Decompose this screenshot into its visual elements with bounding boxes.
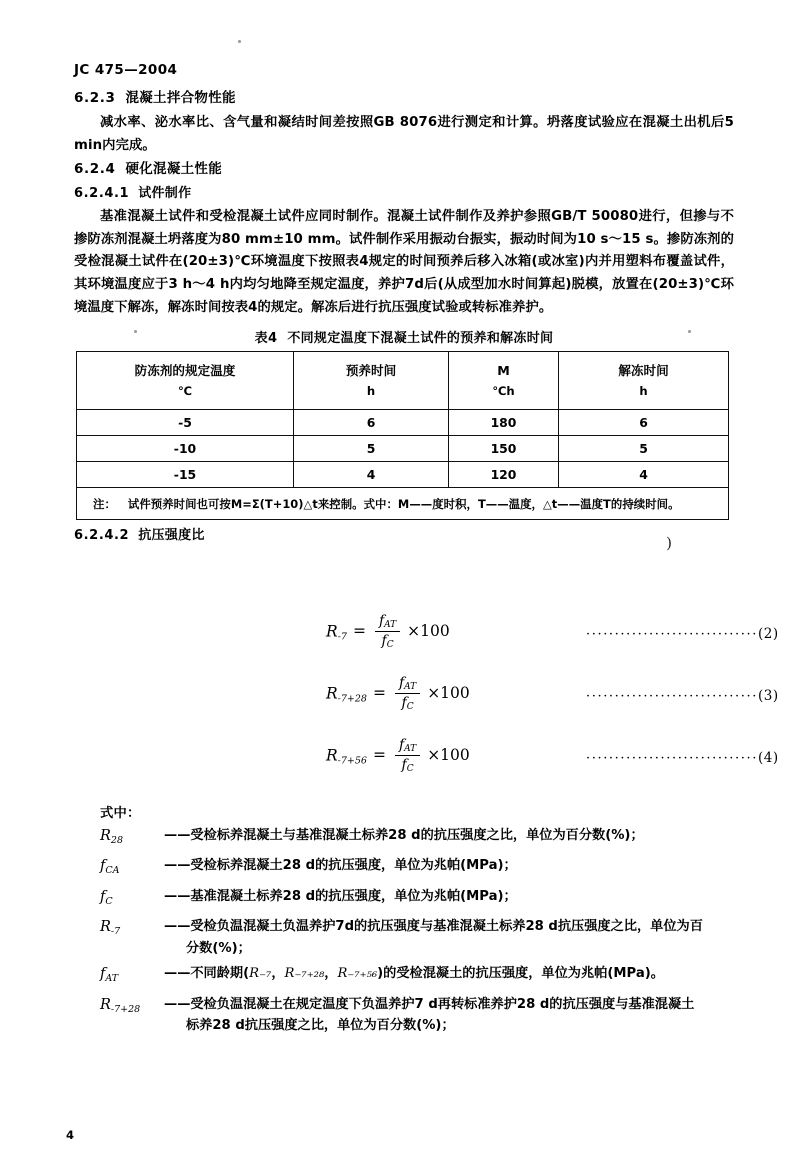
table4-header-row xyxy=(77,352,729,410)
paragraph-6-2-3: 减水率、泌水率比、含气量和凝结时间差按照GB 8076进行测定和计算。坍落度试验应在混凝土出机后5 min内完成。 xyxy=(74,115,734,153)
fraction-denominator: f xyxy=(401,756,407,773)
definition-text-line1: ——受检负温混凝土在规定温度下负温养护7 d再转标准养护28 d的抗压强度与基准混凝土 xyxy=(164,996,695,1012)
symbol-base: f xyxy=(100,966,106,983)
table4 xyxy=(76,351,729,520)
equation-4: $R_{-7+56}$ = $\frac{f_{AT}}{f_C}$ ×100 xyxy=(326,736,470,774)
clause-6-2-3-number: 6.2.3 xyxy=(74,90,116,106)
leader-dots: ······························ xyxy=(586,750,758,766)
fraction-numerator: f xyxy=(398,674,405,691)
equation-label: (4) xyxy=(757,749,779,766)
definition-item xyxy=(100,963,734,990)
definition-item xyxy=(100,886,734,913)
clause-6-2-4 xyxy=(74,159,734,179)
table4-head xyxy=(77,352,729,410)
clause-6-2-4-1-number: 6.2.4.1 xyxy=(74,185,130,201)
equation-lhs-sub: -7+28 xyxy=(337,693,367,705)
definition-symbol xyxy=(100,916,164,959)
stray-mark: ) xyxy=(666,533,672,552)
table-row xyxy=(77,436,729,462)
symbol-base: f xyxy=(100,888,106,905)
definition-text: ——基准混凝土标养28 d的抗压强度，单位为兆帕(MPa)； xyxy=(164,888,517,904)
formula-row-3 xyxy=(74,670,779,732)
equation-number-3 xyxy=(586,688,779,704)
clause-6-2-3-title: 混凝土拌合物性能 xyxy=(125,90,236,106)
equation-3: $R_{-7+28}$ = $\frac{f_{AT}}{f_C}$ ×100 xyxy=(326,674,470,712)
table4-header-title: 防冻剂的规定温度 xyxy=(134,363,236,379)
symbol-sub: AT xyxy=(105,973,119,985)
table4-header-cell xyxy=(559,352,729,410)
definition-text: ——不同龄期(R₋₇，R₋₇₊₂₈，R₋₇₊₅₆)的受检混凝土的抗压强度，单位为兆帕(MPa)。 xyxy=(164,966,664,982)
table4-header-title: M xyxy=(497,363,510,379)
table4-cell: 6 xyxy=(559,410,729,436)
equation-fraction xyxy=(395,675,420,712)
definition-item xyxy=(100,855,734,882)
table4-header-unit: h xyxy=(639,383,648,398)
symbol-base: R xyxy=(100,996,111,1013)
table4-cell: 6 xyxy=(294,410,449,436)
definition-item xyxy=(100,916,734,959)
fraction-numerator-sub: AT xyxy=(404,743,417,754)
clause-6-2-4-2 xyxy=(74,526,734,546)
table4-note-row xyxy=(77,488,729,520)
table4-caption-number: 表4 xyxy=(254,331,278,347)
symbol-base: R xyxy=(100,919,111,936)
fraction-denominator: f xyxy=(401,694,407,711)
paragraph-6-2-4-1: 基准混凝土试件和受检混凝土试件应同时制作。混凝土试件制作及养护参照GB/T 50080进行，但掺与不掺防冻剂混凝土坍落度为80 mm±10 mm。试件制作采用振动台振实，振动时间为10 s～15 s。掺防冻剂的受检混凝土试件在(20±3)℃环境温度下按照表4规定的时间预养后移入冰箱(或冰室)内并用塑料布覆盖试件，其环境温度应于3 h～4 h内均匀地降至规定温度，养护7d后(从成型加水时间算起)脱模，放置在(20±3)℃环境温度下解冻，解冻时间按表4的规定。解冻后进行抗压强度试验或转标准养护。 xyxy=(74,209,734,315)
table4-body xyxy=(77,410,729,520)
table4-cell: 120 xyxy=(449,462,559,488)
table4-header-unit: h xyxy=(366,383,376,398)
table4-cell: 5 xyxy=(294,436,449,462)
definition-symbol xyxy=(100,825,164,852)
symbol-sub: -7+28 xyxy=(110,1003,141,1015)
equation-fraction xyxy=(395,737,420,774)
table4-caption-title: 不同规定温度下混凝土试件的预养和解冻时间 xyxy=(287,331,554,347)
page-number: 4 xyxy=(66,1128,75,1142)
equation-lhs-sub: -7+56 xyxy=(337,755,367,767)
symbol-base: f xyxy=(100,858,106,875)
table-row xyxy=(77,410,729,436)
table4-caption xyxy=(74,327,734,346)
fraction-denominator-sub: C xyxy=(406,701,414,712)
equation-factor: ×100 xyxy=(427,746,470,765)
equation-fraction xyxy=(375,613,400,650)
fraction-numerator: f xyxy=(378,612,385,629)
symbol-sub: C xyxy=(105,895,113,907)
where-label: 式中： xyxy=(100,805,141,821)
definition-text-pre: ——不同龄期( xyxy=(164,966,250,982)
definition-text-post: )的受检混凝土的抗压强度，单位为兆帕(MPa)。 xyxy=(377,966,664,982)
equation-label: (3) xyxy=(757,687,779,704)
table4-cell: -5 xyxy=(77,410,294,436)
definition-symbol xyxy=(100,855,164,882)
clause-6-2-4-2-number: 6.2.4.2 xyxy=(74,528,130,544)
definition-item xyxy=(100,825,734,852)
symbol-sub: 28 xyxy=(110,834,124,846)
clause-6-2-4-1-title: 试件制作 xyxy=(138,185,192,201)
inline-symbol: R₋₇ xyxy=(249,966,272,982)
definition-symbol xyxy=(100,994,164,1037)
symbol-sub: CA xyxy=(105,865,120,877)
equation-number-4 xyxy=(586,750,779,766)
clause-6-2-4-1 xyxy=(74,184,734,204)
equation-lhs-sub: -7 xyxy=(337,631,347,643)
definition-text: ——受检标养混凝土与基准混凝土标养28 d的抗压强度之比，单位为百分数(%)； xyxy=(164,827,644,843)
fraction-denominator: f xyxy=(381,632,387,649)
inline-symbol: R₋₇₊₅₆ xyxy=(337,966,378,982)
table-row xyxy=(77,462,729,488)
leader-dots: ······························ xyxy=(586,626,758,642)
table4-cell: 4 xyxy=(294,462,449,488)
formula-row-4 xyxy=(74,732,779,794)
table4-note-text: 试件预养时间也可按M=Σ(T+10)△t来控制。式中：M——度时积，T——温度，△t——温度T的持续时间。 xyxy=(127,496,680,511)
table4-cell: 150 xyxy=(449,436,559,462)
standard-code-header: JC 475—2004 xyxy=(74,62,178,78)
document-content xyxy=(74,88,779,1041)
fraction-denominator-sub: C xyxy=(386,639,394,650)
fraction-numerator: f xyxy=(398,736,405,753)
table4-header-unit: ℃h xyxy=(492,383,515,398)
table4-note-label: 注： xyxy=(93,496,116,511)
definition-item xyxy=(100,994,734,1037)
leader-dots: ······························ xyxy=(586,688,758,704)
equation-2: $R_{-7}$ = $\frac{f_{AT}}{f_C}$ ×100 xyxy=(326,612,450,650)
formula-row-2 xyxy=(74,608,779,670)
table4-header-cell xyxy=(77,352,294,410)
clause-6-2-4-title: 硬化混凝土性能 xyxy=(125,161,223,178)
definition-text xyxy=(164,994,734,1037)
equation-lhs: R xyxy=(326,622,338,641)
table4-cell: -15 xyxy=(77,462,294,488)
clause-6-2-4-2-title: 抗压强度比 xyxy=(138,528,205,544)
definition-symbol xyxy=(100,963,164,990)
equation-factor: ×100 xyxy=(427,684,470,703)
table4-header-unit: ℃ xyxy=(177,383,193,398)
definition-text xyxy=(164,916,734,959)
table4-header-title: 预养时间 xyxy=(345,363,397,379)
clause-6-2-4-number: 6.2.4 xyxy=(74,161,116,178)
table4-cell: 180 xyxy=(449,410,559,436)
equation-factor: ×100 xyxy=(407,622,450,641)
equation-number-2 xyxy=(586,626,779,642)
fraction-numerator-sub: AT xyxy=(384,619,397,630)
fraction-numerator-sub: AT xyxy=(404,681,417,692)
table4-cell: -10 xyxy=(77,436,294,462)
fraction-denominator-sub: C xyxy=(406,763,414,774)
table4-header-cell xyxy=(449,352,559,410)
equation-lhs: R xyxy=(326,684,338,703)
definition-text-line2: 分数(%)； xyxy=(186,940,251,956)
definition-text-line1: ——受检负温混凝土负温养护7d的抗压强度与基准混凝土标养28 d抗压强度之比，单位为百 xyxy=(164,919,703,935)
definition-text-line2: 标养28 d抗压强度之比，单位为百分数(%)； xyxy=(186,1018,455,1034)
table4-note-cell xyxy=(77,488,729,520)
scan-speck xyxy=(238,40,241,43)
table4-header-title: 解冻时间 xyxy=(618,363,669,379)
table4-header-cell xyxy=(294,352,449,410)
table4-cell: 5 xyxy=(559,436,729,462)
clause-6-2-3 xyxy=(74,88,734,108)
table4-cell: 4 xyxy=(559,462,729,488)
symbol-base: R xyxy=(100,827,111,844)
symbol-sub: -7 xyxy=(110,926,121,938)
inline-symbol: R₋₇₊₂₈ xyxy=(284,966,325,982)
definition-text: ——受检标养混凝土28 d的抗压强度，单位为兆帕(MPa)； xyxy=(164,858,517,874)
equation-lhs: R xyxy=(326,746,338,765)
definition-symbol xyxy=(100,886,164,913)
definition-list xyxy=(74,825,734,1037)
equation-label: (2) xyxy=(757,625,779,642)
